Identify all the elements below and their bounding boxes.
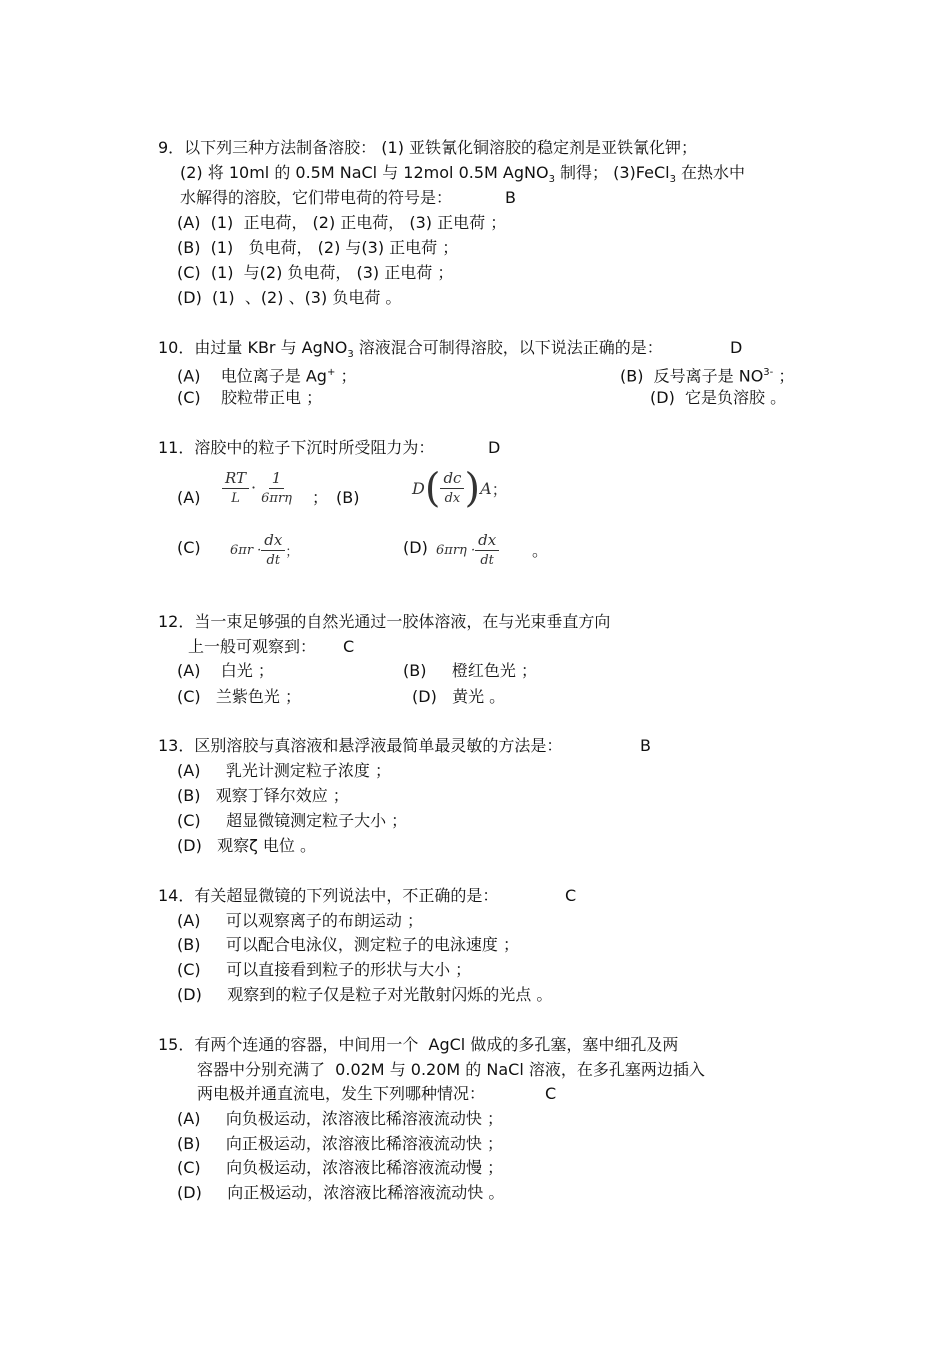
q10-line1-sub: 3 xyxy=(347,349,354,361)
q10-option-b xyxy=(620,363,794,386)
q11-formula-c-den: dt xyxy=(266,553,281,568)
q11-formula-a-den2: 6πrη xyxy=(261,491,292,506)
q12-option-c: (C) 兰紫色光 ； xyxy=(177,687,302,706)
q9-option-b: (B) (1) 负电荷， (2) 与(3) 正电荷 ； xyxy=(177,238,459,257)
q9-line3: 水解得的溶胶，它们带电荷的符号是： xyxy=(180,188,453,207)
q15-option-b: (B) 向正极运动，浓溶液比稀溶液流动快 ； xyxy=(177,1134,503,1153)
q11-formula-b-frac xyxy=(440,468,464,509)
q11-option-b-label: (B) xyxy=(336,488,360,507)
q11-formula-c-pre: 6πr · xyxy=(230,543,262,558)
q11-formula-b-den: dx xyxy=(444,491,461,506)
q11-option-d-label: (D) xyxy=(403,538,428,557)
q14-option-a: (A) 可以观察离子的布朗运动 ； xyxy=(177,911,423,930)
q15-option-a: (A) 向负极运动，浓溶液比稀溶液流动快 ； xyxy=(177,1109,503,1128)
q10-option-a xyxy=(177,363,356,386)
q10-option-d: (D) 它是负溶胶 。 xyxy=(650,388,787,407)
q11-formula-b-num: dc xyxy=(440,468,464,489)
q11-option-a-end: ； xyxy=(312,488,329,507)
q9-option-d: (D) (1) 、(2) 、(3) 负电荷 。 xyxy=(177,288,402,307)
q11-formula-b-semi: ； xyxy=(491,480,508,499)
q15-line3: 两电极并通直流电，发生下列哪种情况： xyxy=(197,1084,486,1103)
q9-line2-part3: 在热水中 xyxy=(675,163,746,182)
q14-line1: 14．有关超显微镜的下列说法中，不正确的是： xyxy=(158,886,499,905)
q14-option-d: (D) 观察到的粒子仅是粒子对光散射闪烁的光点 。 xyxy=(177,985,553,1004)
q9-line2-part1: (2) 将 10ml 的 0.5M NaCl 与 12mol 0.5M AgNO xyxy=(180,163,549,182)
q14-option-c: (C) 可以直接看到粒子的形状与大小 ； xyxy=(177,960,472,979)
q11-formula-a: $\frac{RT}{L}$ · $\frac{1}{\text{6πrη}}$ xyxy=(222,468,295,509)
q11-option-c-label: (C) xyxy=(177,538,201,557)
q12-option-d: (D) 黄光 。 xyxy=(412,687,506,706)
q10-option-a-end: ； xyxy=(335,366,357,386)
q10-line1-part1: 10．由过量 KBr 与 AgNO xyxy=(158,338,348,357)
q10-line1-part2: 溶液混合可制得溶胶，以下说法正确的是： xyxy=(353,338,663,357)
q11-formula-a-den1: L xyxy=(231,491,240,506)
q13-option-c: (C) 超显微镜测定粒子大小 ； xyxy=(177,811,408,830)
q12-line1: 12．当一束足够强的自然光通过一胶体溶液，在与光束垂直方向 xyxy=(158,612,611,631)
q11-formula-d-pre: 6πrη · xyxy=(436,543,476,558)
q10-option-b-text: (B) 反号离子是 NO xyxy=(620,366,764,386)
q9-line2 xyxy=(180,163,745,190)
q11-formula-d-num: dx xyxy=(475,530,499,551)
q11-option-a-label: (A) xyxy=(177,488,201,507)
q12-option-a: (A) 白光 ； xyxy=(177,661,274,680)
q11-formula-a-frac2 xyxy=(258,468,295,509)
q11-formula-c-num: dx xyxy=(261,530,285,551)
q9-line1: 9．以下列三种方法制备溶胶： (1) 亚铁氰化铜溶胶的稳定剂是亚铁氰化钾； xyxy=(158,138,698,157)
q11-formula-b-rparen: ) xyxy=(464,465,481,512)
q10-answer: D xyxy=(730,338,743,357)
q10-option-a-sup: + xyxy=(326,367,336,378)
q11-formula-b-a: A xyxy=(480,479,492,498)
q11-formula-b-lparen: ( xyxy=(424,465,441,512)
q11-formula-a-frac1 xyxy=(222,468,249,509)
q15-option-c: (C) 向负极运动，浓溶液比稀溶液流动慢 ； xyxy=(177,1158,504,1177)
q11-option-d-end: 。 xyxy=(532,541,549,560)
q9-line2-sub: 3 xyxy=(548,174,555,186)
q9-answer: B xyxy=(505,188,516,207)
q10-option-c: (C) 胶粒带正电 ； xyxy=(177,388,323,407)
q11-formula-b-d: D xyxy=(412,479,425,498)
q13-line1: 13．区别溶胶与真溶液和悬浮液最简单最灵敏的方法是： xyxy=(158,736,563,755)
q11-formula-b xyxy=(412,465,508,512)
q14-answer: C xyxy=(565,886,577,905)
q15-line2: 容器中分别充满了 0.02M 与 0.20M 的 NaCl 溶液，在多孔塞两边插入 xyxy=(197,1060,705,1079)
q10-option-a-text: (A) 电位离子是 Ag xyxy=(177,366,327,386)
q12-option-b: (B) 橙红色光 ； xyxy=(403,661,537,680)
q9-option-c: (C) (1) 与(2) 负电荷， (3) 正电荷 ； xyxy=(177,263,454,282)
q15-line1: 15．有两个连通的容器，中间用一个 AgCl 做成的多孔塞，塞中细孔及两 xyxy=(158,1035,679,1054)
q11-formula-d-frac xyxy=(475,530,499,571)
q12-answer: C xyxy=(343,637,355,656)
q13-option-d: (D) 观察ζ 电位 。 xyxy=(177,836,316,855)
q13-option-a: (A) 乳光计测定粒子浓度 ； xyxy=(177,761,391,780)
q15-answer: C xyxy=(545,1084,557,1103)
q11-formula-a-num1: RT xyxy=(222,468,249,489)
q11-formula-d-den: dt xyxy=(480,553,494,568)
q15-option-d: (D) 向正极运动，浓溶液比稀溶液流动快 。 xyxy=(177,1183,505,1202)
q11-answer: D xyxy=(488,438,501,457)
q13-answer: B xyxy=(640,736,651,755)
q12-line2: 上一般可观察到： xyxy=(188,637,317,656)
q11-formula-a-num2: 1 xyxy=(269,468,285,489)
q10-option-b-sup: 3- xyxy=(763,367,774,378)
q10-option-b-end: ； xyxy=(773,366,795,386)
q11-formula-d xyxy=(436,530,499,571)
q14-option-b: (B) 可以配合电泳仪，测定粒子的电泳速度 ； xyxy=(177,935,519,954)
q11-formula-c xyxy=(230,530,298,571)
q11-line1: 11．溶胶中的粒子下沉时所受阻力为： xyxy=(158,438,435,457)
q13-option-b: (B) 观察丁铎尔效应 ； xyxy=(177,786,349,805)
q9-line2-part2: 制得； (3)FeCl xyxy=(554,163,670,182)
q10-line1 xyxy=(158,338,663,365)
q9-line2-sub2: 3 xyxy=(669,174,676,186)
q9-option-a: (A) (1) 正电荷， (2) 正电荷， (3) 正电荷 ； xyxy=(177,213,507,232)
q11-formula-c-semi: ； xyxy=(285,545,299,560)
q11-formula-c-frac xyxy=(261,530,285,571)
